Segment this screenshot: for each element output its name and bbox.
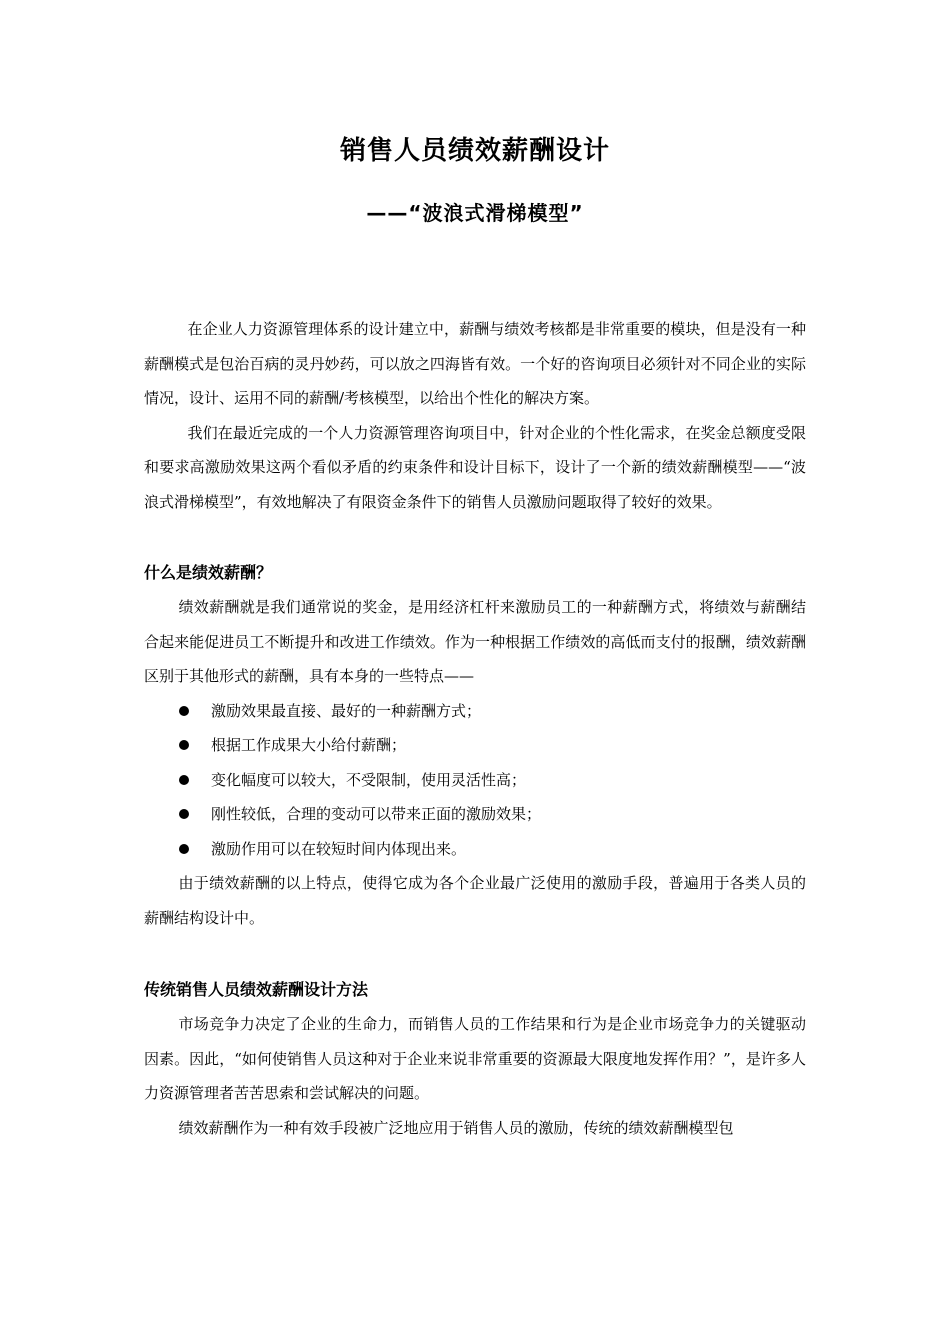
- list-item-text: 激励效果最直接、最好的一种薪酬方式；: [211, 701, 482, 720]
- section2-paragraph-1: 市场竞争力决定了企业的生命力，而销售人员的工作结果和行为是企业市场竞争力的关键驱动因素。因此，“如何使销售人员这种对于企业来说非常重要的资源最大限度地发挥作用？”，是许多人力资源管理者苦苦思索和尝试解决的问题。: [144, 1015, 806, 1102]
- list-item-text: 根据工作成果大小给付薪酬；: [211, 736, 407, 754]
- list-item: [144, 797, 806, 832]
- feature-list: [144, 694, 806, 867]
- list-item: [144, 832, 806, 867]
- document-body: [144, 312, 806, 1145]
- section1-paragraph-2: 由于绩效薪酬的以上特点，使得它成为各个企业最广泛使用的激励手段，普遍用于各类人员的薪酬结构设计中。: [144, 874, 806, 927]
- bullet-icon: [179, 809, 189, 819]
- document-title: 销售人员绩效薪酬设计: [339, 136, 610, 166]
- bullet-icon: [179, 775, 189, 785]
- bullet-icon: [179, 740, 189, 750]
- intro-paragraph-2: 我们在最近完成的一个人力资源管理咨询项目中，针对企业的个性化需求，在奖金总额度受限和要求高激励效果这两个看似矛盾的约束条件和设计目标下，设计了一个新的绩效薪酬模型——“波浪式滑梯模型”，有效地解决了有限资金条件下的销售人员激励问题取得了较好的效果。: [144, 423, 806, 511]
- section-heading-traditional: 传统销售人员绩效薪酬设计方法: [144, 980, 369, 999]
- section1-paragraph-1: 绩效薪酬就是我们通常说的奖金，是用经济杠杆来激励员工的一种薪酬方式，将绩效与薪酬结合起来能促进员工不断提升和改进工作绩效。作为一种根据工作绩效的高低而支付的报酬，绩效薪酬区别于其他形式的薪酬，具有本身的一些特点——: [144, 598, 806, 685]
- list-item: [144, 728, 806, 763]
- section-spacer: [144, 935, 806, 973]
- bullet-icon: [179, 844, 189, 854]
- document-subtitle: ——“波浪式滑梯模型”: [366, 201, 584, 225]
- section-spacer: [144, 519, 806, 556]
- list-item: [144, 763, 806, 798]
- section2-paragraph-2: 绩效薪酬作为一种有效手段被广泛地应用于销售人员的激励，传统的绩效薪酬模型包: [178, 1118, 734, 1137]
- list-item: [144, 694, 806, 729]
- intro-paragraph-1: 在企业人力资源管理体系的设计建立中，薪酬与绩效考核都是非常重要的模块，但是没有一种薪酬模式是包治百病的灵丹妙药，可以放之四海皆有效。一个好的咨询项目必须针对不同企业的实际情况，设计、运用不同的薪酬/考核模型，以给出个性化的解决方案。: [144, 320, 806, 407]
- bullet-icon: [179, 706, 189, 716]
- list-item-text: 变化幅度可以较大，不受限制，使用灵活性高；: [211, 770, 527, 789]
- section-heading-what-is: 什么是绩效薪酬？: [144, 563, 273, 582]
- list-item-text: 刚性较低，合理的变动可以带来正面的激励效果；: [211, 805, 542, 823]
- list-item-text: 激励作用可以在较短时间内体现出来。: [211, 839, 467, 858]
